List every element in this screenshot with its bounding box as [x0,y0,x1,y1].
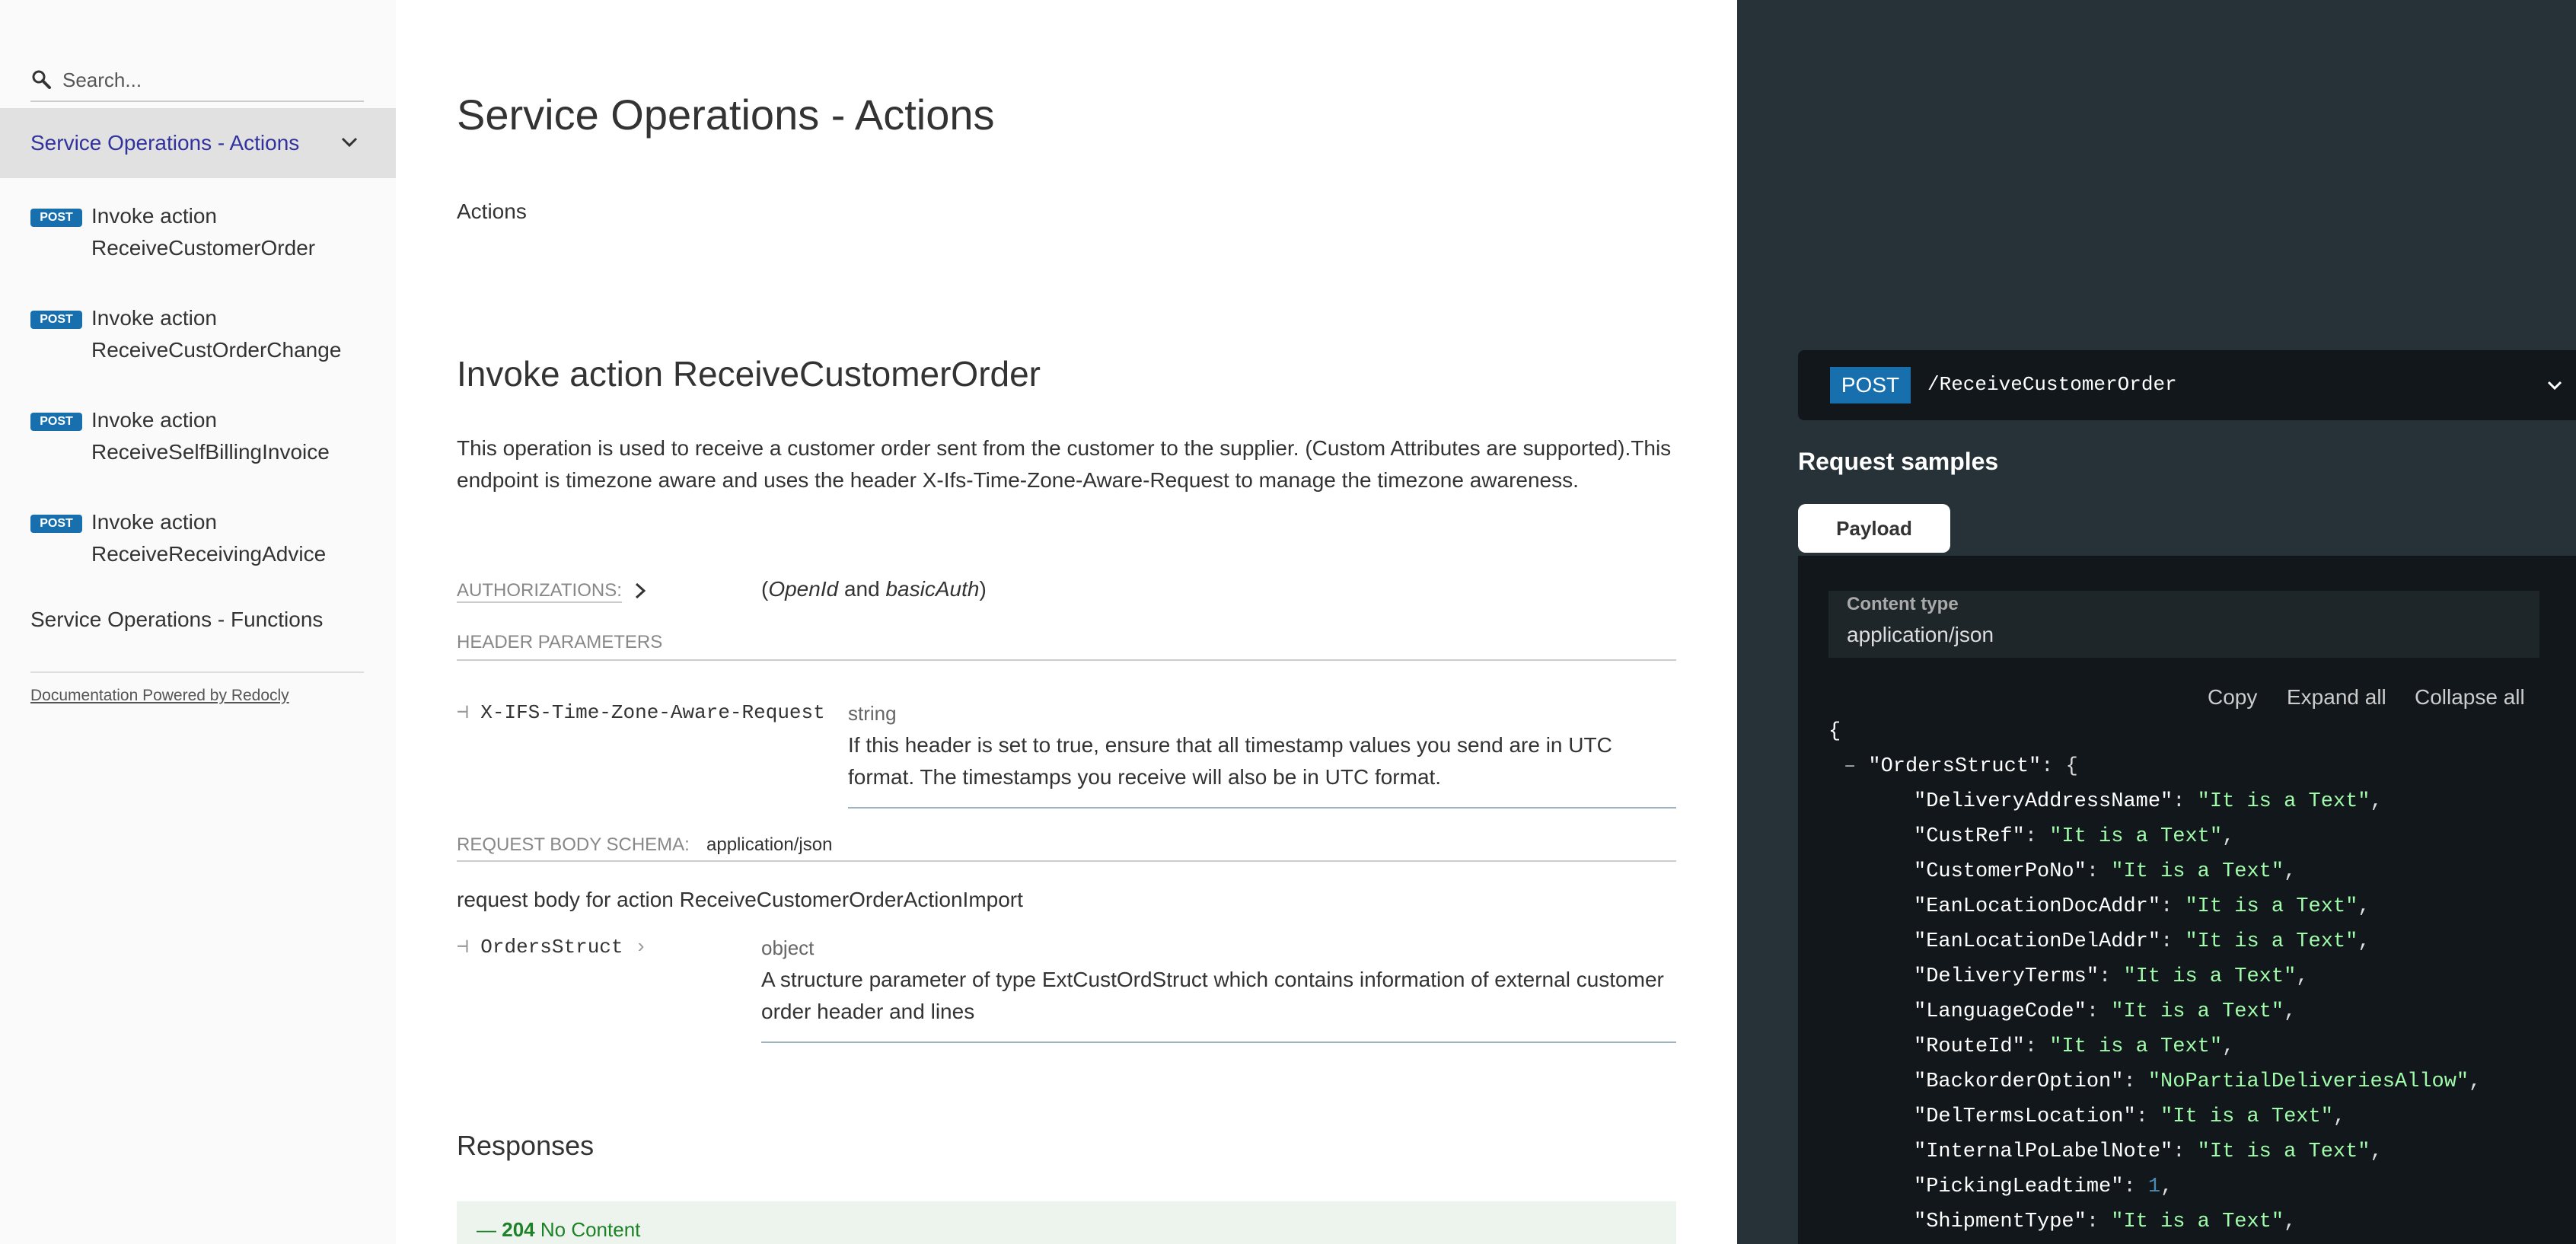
collapse-all-button[interactable]: Collapse all [2415,685,2525,709]
json-key: "ShipmentType" [1914,1211,2087,1233]
json-value: "It is a Text" [2185,895,2358,918]
operation-description: This operation is used to receive a customer order sent from the customer to the supplier. (Custom Attributes are supported).This endpoint is timezone aware and uses the header X-Ifs-Time-Zone-Aware-Request to manage the timezone awareness. [457,436,1672,492]
sidebar [0,0,396,1244]
json-root-line: – "OrdersStruct": { [1844,755,2078,778]
tab-payload[interactable]: Payload [1798,504,1950,553]
sidebar-item-label: ReceiveSelfBillingInvoice [91,440,330,464]
json-value: "It is a Text" [2160,1105,2333,1128]
divider [457,659,1676,661]
post-method-badge: POST [30,413,82,431]
right-panel [1737,0,2576,1244]
endpoint-selector[interactable] [1798,350,2576,420]
json-field-line: "RouteId": "It is a Text", [1914,1035,2235,1058]
request-body-description: request body for action ReceiveCustomerOrderActionImport [457,888,1023,911]
json-key: "InternalPoLabelNote" [1914,1140,2173,1163]
json-field-line: "DeliveryAddressName": "It is a Text", [1914,790,2383,813]
expand-all-button[interactable]: Expand all [2287,685,2386,709]
body-param-type: object [761,936,815,959]
response-204[interactable] [457,1201,1676,1244]
sidebar-item-label: Invoke action [91,510,217,534]
sidebar-item-label: Invoke action [91,408,217,432]
endpoint-method: POST [1830,367,1911,404]
copy-button[interactable]: Copy [2208,685,2258,709]
json-field-line: "ShipmentType": "It is a Text", [1914,1211,2297,1233]
body-param-desc-line2: order header and lines [761,1000,975,1023]
json-field-line: "CustomerPoNo": "It is a Text", [1914,860,2297,883]
json-field-line: "DelTermsLocation": "It is a Text", [1914,1105,2346,1128]
collapse-toggle[interactable]: – [1844,755,1857,778]
json-open-brace: { [1828,720,1841,743]
json-value: "It is a Text" [2049,1035,2223,1058]
divider [457,860,1676,862]
search-box [30,61,364,102]
json-key: "DeliveryTerms" [1914,965,2099,988]
json-key: "LanguageCode" [1914,1000,2087,1023]
json-value: "It is a Text" [2111,1211,2284,1233]
authorizations-label[interactable]: AUTHORIZATIONS: [457,580,622,603]
powered-by-redocly-link[interactable]: Documentation Powered by Redocly [30,687,289,704]
response-code: — 204 No Content [477,1218,641,1241]
sidebar-item-label: Invoke action [91,306,217,330]
sidebar-item-label: ReceiveReceivingAdvice [91,542,327,566]
json-field-line: "CustRef": "It is a Text", [1914,825,2235,848]
json-value: "It is a Text" [2049,825,2223,848]
post-method-badge: POST [30,515,82,533]
sidebar-item-receivereceivingadvice[interactable] [0,499,396,591]
auth-basicauth: basicAuth [885,577,980,601]
json-value: 1 [2147,1175,2161,1198]
chevron-down-icon[interactable] [2544,375,2565,396]
header-parameters-label: HEADER PARAMETERS [457,632,663,652]
json-field-line: "BackorderOption": "NoPartialDeliveriesAllow", [1914,1070,2482,1093]
content-type-label: Content type [1847,594,1959,614]
json-field-line: "InternalPoLabelNote": "It is a Text", [1914,1140,2383,1163]
header-param-desc-line1: If this header is set to true, ensure that all timestamp values you send are in UTC [848,733,1612,757]
responses-title: Responses [457,1130,595,1161]
json-field-line: "EanLocationDocAddr": "It is a Text", [1914,895,2370,918]
json-field-line: "DeliveryTerms": "It is a Text", [1914,965,2309,988]
json-key: "BackorderOption" [1914,1070,2124,1093]
sidebar-item-service-operations-functions[interactable]: Service Operations - Functions [30,608,324,631]
request-body-schema-label: REQUEST BODY SCHEMA: [457,834,690,855]
json-key: "DelTermsLocation" [1914,1105,2136,1128]
content-type-box [1828,591,2539,658]
json-value: "It is a Text" [2197,1140,2370,1163]
chevron-right-icon[interactable] [630,580,650,601]
page-title: Service Operations - Actions [457,91,995,139]
body-param-name[interactable]: ⊣ OrdersStruct › [457,936,647,959]
request-samples-title: Request samples [1798,448,1999,475]
json-key: "EanLocationDelAddr" [1914,930,2161,953]
json-value: "It is a Text" [2111,1000,2284,1023]
json-value: "It is a Text" [2111,860,2284,883]
header-param-name: ⊣ X-IFS-Time-Zone-Aware-Request [457,701,825,724]
json-field-line: "LanguageCode": "It is a Text", [1914,1000,2297,1023]
json-value: "It is a Text" [2185,930,2358,953]
json-key: "DeliveryAddressName" [1914,790,2173,813]
authorizations-value: (OpenId and basicAuth) [761,577,987,601]
content-type-value: application/json [1847,623,1994,646]
post-method-badge: POST [30,311,82,329]
search-input[interactable] [61,65,361,94]
header-param-desc-line2: format. The timestamps you receive will also be in UTC format. [848,765,1442,789]
json-value: "NoPartialDeliveriesAllow" [2147,1070,2469,1093]
request-body-schema-type: application/json [706,834,833,855]
sidebar-item-receivecustomerorder[interactable] [0,193,396,285]
sidebar-group-label: Service Operations - Actions [30,131,300,155]
sidebar-item-label: Invoke action [91,204,217,228]
main-content [396,0,1737,1244]
endpoint-path: /ReceiveCustomerOrder [1927,373,2177,396]
json-value: "It is a Text" [2123,965,2297,988]
json-value: "It is a Text" [2197,790,2370,813]
sidebar-item-receiveselfbillinginvoice[interactable] [0,397,396,489]
sidebar-item-label: ReceiveCustomerOrder [91,236,316,260]
chevron-down-icon[interactable] [338,131,361,154]
json-field-line: "EanLocationDelAddr": "It is a Text", [1914,930,2370,953]
divider [761,1041,1676,1043]
json-key: "EanLocationDocAddr" [1914,895,2161,918]
json-key: "PickingLeadtime" [1914,1175,2124,1198]
section-subtitle: Actions [457,199,527,223]
json-field-line: "PickingLeadtime": 1, [1914,1175,2173,1198]
body-param-desc-line1: A structure parameter of type ExtCustOrdStruct which contains information of external customer [761,968,1664,991]
search-icon [30,69,53,91]
json-key: "CustRef" [1914,825,2025,848]
header-param-type: string [848,702,897,725]
sidebar-divider [30,671,364,673]
divider [848,807,1676,809]
operation-title: Invoke action ReceiveCustomerOrder [457,354,1041,394]
sidebar-item-receivecustorderchange[interactable] [0,295,396,387]
json-key: "RouteId" [1914,1035,2025,1058]
sidebar-item-label: ReceiveCustOrderChange [91,338,342,362]
sidebar-group-service-operations-actions[interactable] [0,108,396,178]
post-method-badge: POST [30,209,82,227]
json-key: "CustomerPoNo" [1914,860,2087,883]
auth-openid: OpenId [768,577,839,601]
